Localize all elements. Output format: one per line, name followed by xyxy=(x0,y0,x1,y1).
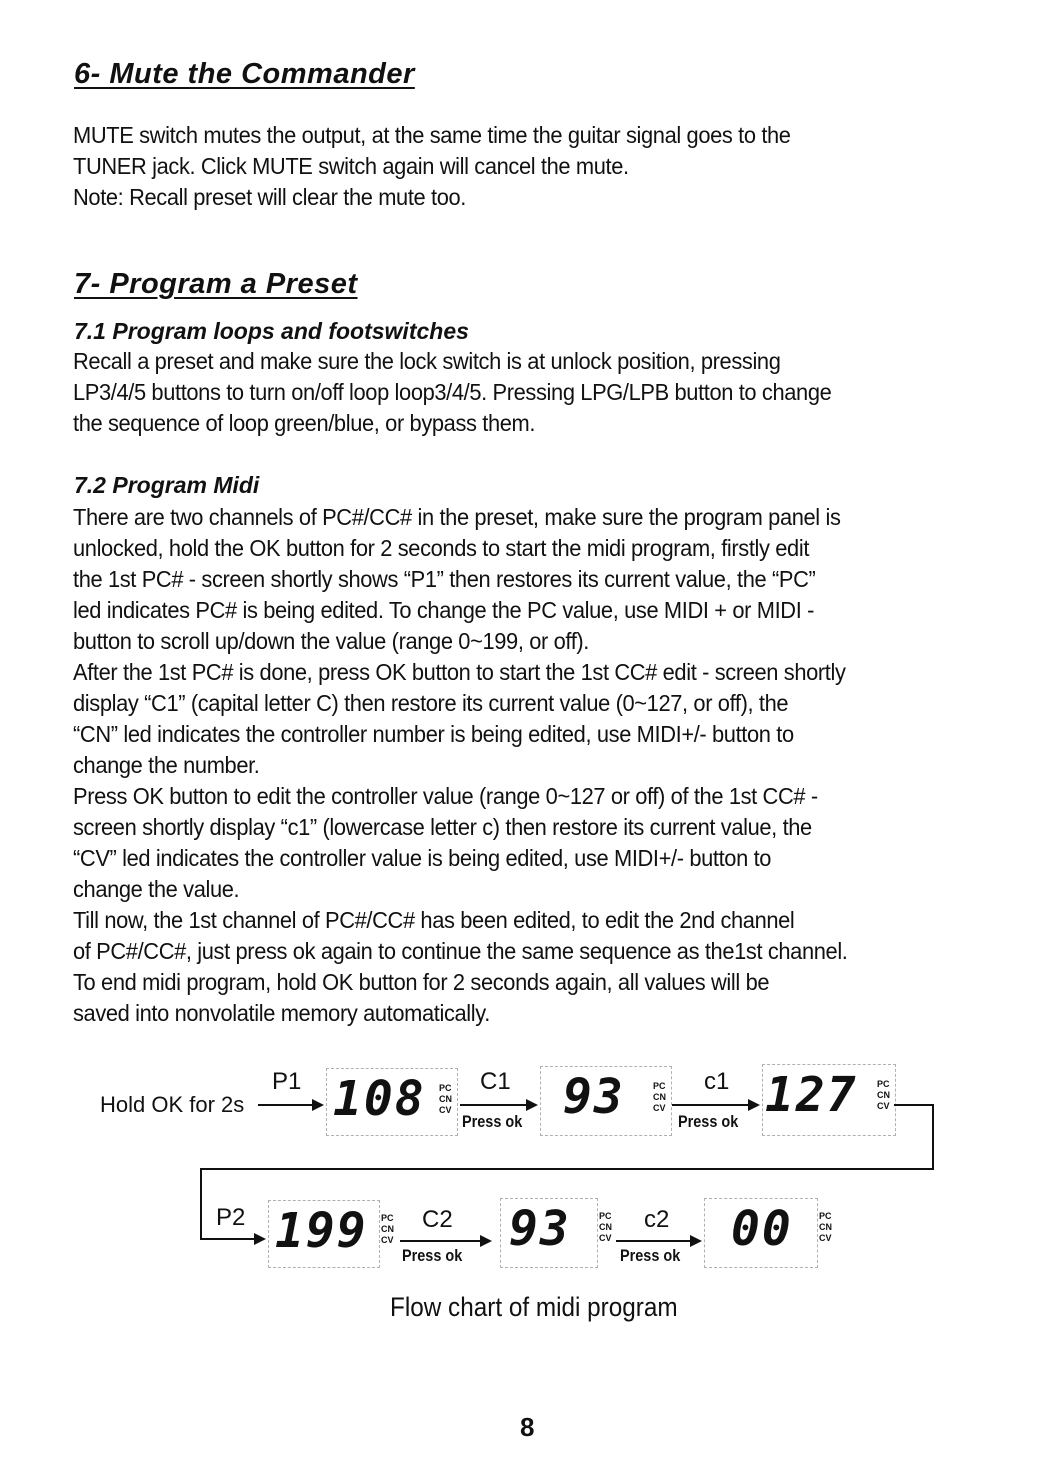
arrow-head-icon xyxy=(748,1099,760,1111)
press-ok-label: Press ok xyxy=(462,1112,523,1131)
text-line: unlocked, hold the OK button for 2 seconds to start the midi program, firstly edit xyxy=(73,535,810,561)
text-line: change the value. xyxy=(73,876,240,902)
led-indicators xyxy=(439,1083,452,1116)
step-label-p2: P2 xyxy=(216,1204,246,1231)
text-line: There are two channels of PC#/CC# in the preset, make sure the program panel is xyxy=(73,504,841,530)
connector-line xyxy=(200,1168,934,1170)
text-line: of PC#/CC#, just press ok again to continue the same sequence as the1st channel. xyxy=(73,938,848,964)
text-line: the 1st PC# - screen shortly shows “P1” then restores its current value, the “PC” xyxy=(73,566,816,592)
led-pc: PC xyxy=(819,1211,832,1221)
section-6-body xyxy=(73,120,791,213)
step-label-p1: P1 xyxy=(272,1068,302,1095)
led-cn: CN xyxy=(599,1222,612,1232)
arrow xyxy=(616,1240,692,1242)
flow-chart-caption: Flow chart of midi program xyxy=(390,1292,678,1322)
display-value: 108 xyxy=(333,1071,426,1127)
led-cn: CN xyxy=(439,1094,452,1104)
text-line: To end midi program, hold OK button for 2 seconds again, all values will be xyxy=(73,969,770,995)
text-line: led indicates PC# is being edited. To change the PC value, use MIDI + or MIDI - xyxy=(73,597,815,623)
text-line: change the number. xyxy=(73,752,260,778)
text-line: TUNER jack. Click MUTE switch again will cancel the mute. xyxy=(73,153,629,179)
display-panel-4 xyxy=(268,1200,394,1268)
led-indicators xyxy=(653,1081,666,1114)
led-cn: CN xyxy=(653,1092,666,1102)
display-panel-3 xyxy=(762,1064,896,1136)
text-line: “CN” led indicates the controller number is being edited, use MIDI+/- button to xyxy=(73,721,794,747)
arrow xyxy=(400,1240,482,1242)
press-ok-label: Press ok xyxy=(620,1246,681,1265)
arrow xyxy=(672,1104,750,1106)
section-7-heading: 7- Program a Preset xyxy=(74,268,358,300)
arrow-head-icon xyxy=(312,1099,324,1111)
section-7-1-heading: 7.1 Program loops and footswitches xyxy=(74,318,469,344)
arrow xyxy=(460,1104,528,1106)
press-ok-label: Press ok xyxy=(678,1112,739,1131)
led-pc: PC xyxy=(381,1213,394,1223)
led-cn: CN xyxy=(877,1090,890,1100)
led-pc: PC xyxy=(439,1083,452,1093)
step-label-c1-lower: c1 xyxy=(704,1068,730,1095)
section-7-2-body xyxy=(73,502,848,1029)
arrow-head-icon xyxy=(480,1235,492,1247)
text-line: saved into nonvolatile memory automatically. xyxy=(73,1000,490,1026)
step-label-c2: C2 xyxy=(422,1206,453,1233)
display-panel-5 xyxy=(500,1198,612,1268)
led-indicators xyxy=(819,1211,832,1244)
led-cv: CV xyxy=(381,1235,394,1245)
led-cv: CV xyxy=(439,1105,452,1115)
section-7-2-heading: 7.2 Program Midi xyxy=(74,472,260,498)
connector-line xyxy=(200,1168,202,1240)
text-line: Recall a preset and make sure the lock switch is at unlock position, pressing xyxy=(73,348,781,374)
text-line: Till now, the 1st channel of PC#/CC# has been edited, to edit the 2nd channel xyxy=(73,907,795,933)
display-value: 00 xyxy=(731,1201,793,1257)
text-line: display “C1” (capital letter C) then restore its current value (0~127, or off), the xyxy=(73,690,789,716)
text-line: the sequence of loop green/blue, or bypass them. xyxy=(73,410,536,436)
connector-line xyxy=(932,1104,934,1170)
display-value: 93 xyxy=(509,1201,571,1257)
step-label-c1: C1 xyxy=(480,1068,511,1095)
connector-line xyxy=(894,1104,934,1106)
led-cn: CN xyxy=(819,1222,832,1232)
text-line: Press OK button to edit the controller value (range 0~127 or off) of the 1st CC# - xyxy=(73,783,818,809)
text-line: button to scroll up/down the value (range 0~199, or off). xyxy=(73,628,590,654)
display-panel-2 xyxy=(540,1066,672,1136)
section-6-heading: 6- Mute the Commander xyxy=(74,58,415,90)
text-line: Note: Recall preset will clear the mute too. xyxy=(73,184,466,210)
led-cv: CV xyxy=(653,1103,666,1113)
page-number: 8 xyxy=(520,1412,535,1442)
press-ok-label: Press ok xyxy=(402,1246,463,1265)
text-line: “CV” led indicates the controller value is being edited, use MIDI+/- button to xyxy=(73,845,772,871)
step-label-c2-lower: c2 xyxy=(644,1206,670,1233)
led-cv: CV xyxy=(599,1233,612,1243)
led-indicators xyxy=(381,1213,394,1246)
led-pc: PC xyxy=(599,1211,612,1221)
text-line: screen shortly display “c1” (lowercase letter c) then restore its current value, the xyxy=(73,814,812,840)
arrow xyxy=(258,1104,314,1106)
arrow-head-icon xyxy=(690,1235,702,1247)
display-panel-1 xyxy=(326,1068,458,1136)
display-value: 93 xyxy=(563,1069,625,1125)
arrow xyxy=(200,1238,256,1240)
section-7-1-body xyxy=(73,346,831,439)
text-line: LP3/4/5 buttons to turn on/off loop loop3/4/5. Pressing LPG/LPB button to change xyxy=(73,379,832,405)
led-pc: PC xyxy=(877,1079,890,1089)
display-value: 199 xyxy=(275,1203,368,1259)
display-value: 127 xyxy=(765,1067,858,1123)
text-line: MUTE switch mutes the output, at the same time the guitar signal goes to the xyxy=(73,122,791,148)
led-cn: CN xyxy=(381,1224,394,1234)
display-panel-6 xyxy=(704,1198,832,1268)
text-line: After the 1st PC# is done, press OK button to start the 1st CC# edit - screen shortly xyxy=(73,659,846,685)
led-pc: PC xyxy=(653,1081,666,1091)
led-indicators xyxy=(877,1079,890,1112)
led-cv: CV xyxy=(877,1101,890,1111)
led-indicators xyxy=(599,1211,612,1244)
led-cv: CV xyxy=(819,1233,832,1243)
arrow-head-icon xyxy=(254,1233,266,1245)
arrow-head-icon xyxy=(526,1099,538,1111)
start-label: Hold OK for 2s xyxy=(100,1092,245,1117)
